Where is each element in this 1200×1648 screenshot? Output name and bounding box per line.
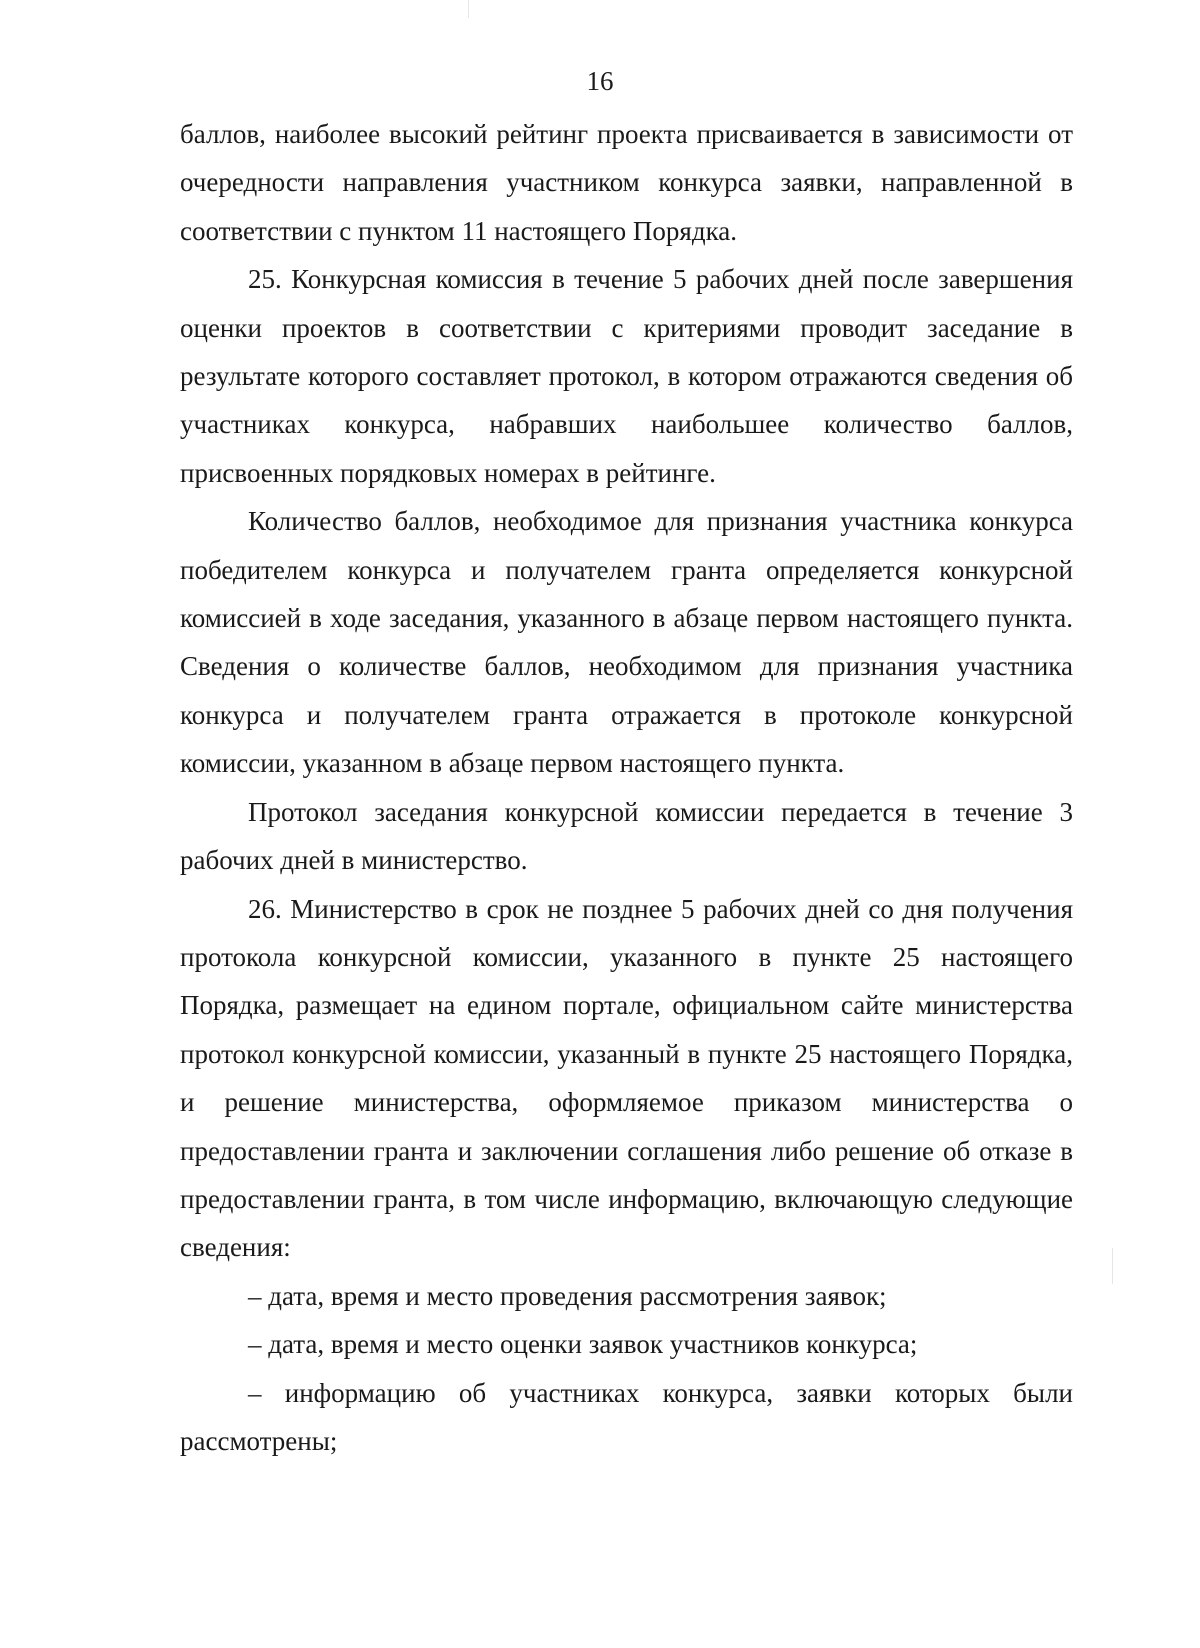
list-item-evaluation-date: – дата, время и место оценки заявок участников конкурса; xyxy=(248,1329,918,1360)
list-item-review-date: – дата, время и место проведения рассмотрения заявок; xyxy=(248,1280,887,1311)
paragraph-protocol-transfer: Протокол заседания конкурсной комиссии передается в течение 3 рабочих дней в министерство. xyxy=(180,796,1073,876)
scan-artifact-line xyxy=(1112,1248,1113,1284)
paragraph-item-26: 26. Министерство в срок не позднее 5 рабочих дней со дня получения протокола конкурсной комиссии, указанного в пункте 25 настоящего Порядка, размещает на едином портале, официальном сайте министерства протокол конкурсной комиссии, указанный в пункте 25 настоящего Порядка, и решение министерства, оформляемое приказом министерства о предоставлении гранта и заключении соглашения либо решение об отказе в предоставлении гранта, в том числе информацию, включающую следующие сведения: xyxy=(180,893,1073,1263)
paragraph-item-25: 25. Конкурсная комиссия в течение 5 рабочих дней после завершения оценки проектов в соответствии с критериями проводит заседание в результате которого составляет протокол, в котором отражаются сведения об участниках конкурса, набравших наибольшее количество баллов, присвоенных порядковых номерах в рейтинге. xyxy=(180,264,1073,488)
paragraph-score-threshold: Количество баллов, необходимое для признания участника конкурса победителем конкурса и получателем гранта определяется конкурсной комиссией в ходе заседания, указанного в абзаце первом настоящего пункта. Сведения о количестве баллов, необходимом для признания участника конкурса и получателем гранта отражается в протоколе конкурсной комиссии, указанном в абзаце первом настоящего пункта. xyxy=(180,506,1073,779)
list-item-participants-info: – информацию об участниках конкурса, заявки которых были рассмотрены; xyxy=(180,1377,1073,1456)
scan-artifact-line xyxy=(468,0,469,18)
document-body xyxy=(180,110,1073,1465)
page-number: 16 xyxy=(586,66,614,96)
paragraph-continuation: баллов, наиболее высокий рейтинг проекта присваивается в зависимости от очередности направления участником конкурса заявки, направленной в соответствии с пунктом 11 настоящего Порядка. xyxy=(180,119,1073,246)
